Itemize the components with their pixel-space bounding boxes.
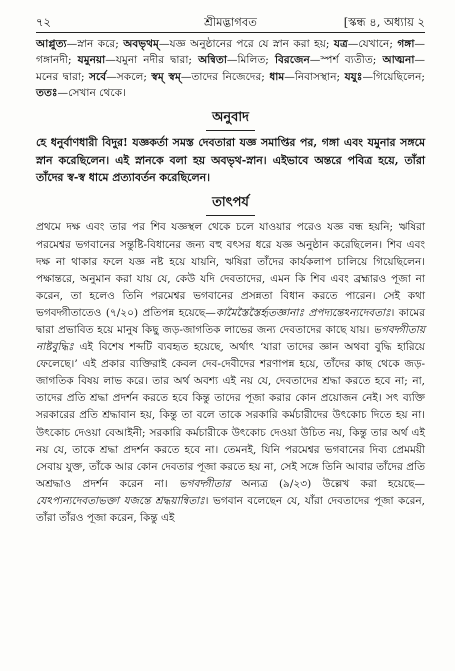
translation-text: হে ধনুর্বাণধারী বিদুর! যজ্ঞকর্তা সমস্ত দেবতারা যজ্ঞ সমাপ্তির পর, গঙ্গা এবং যমুনার সঙ্গমে স্নান করেছিলেন। এই স্নানকে বলা হয় অবভৃথ-স্নান। এইভাবে অন্তরে পবিত্র হয়ে, তাঁরা তাঁদের স্ব-স্ব ধামে প্রত্যাবর্তন করেছিলেন। [36,136,425,184]
purport-heading-text: তাৎপর্য [206,193,255,216]
synonym-word: স্বম্ স্বম্ [151,70,181,83]
synonym-meaning: —গিয়েছিলেন; [362,70,425,83]
running-header [36,10,425,30]
synonyms-paragraph [36,36,425,101]
synonym-word: ততঃ [36,86,58,99]
synonym-word: ধাম [269,70,285,83]
purport-heading [36,193,425,216]
purport-p4: । কামের দ্বারা প্রভাবিত হয়ে মানুষ কিছু জড়-জাগতিক লাভের জন্য দেবতাদের কাছে যায়। [36,306,425,336]
synonym-meaning: —তাদের নিজেদের; [180,70,270,83]
book-title: শ্রীমদ্ভাগবত [204,15,257,29]
synonym-meaning: —মিলিত; [226,54,275,67]
synonym-meaning: —মনের দ্বারা; [36,54,425,83]
purport-gita-ref-1: ভগবদ্গীতায় [373,323,426,336]
translation-heading [36,108,425,131]
synonym-word: যযুঃ [344,70,363,83]
purport-p11: । ভগবান বলেছেন যে, যাঁরা দেবতাদের পূজা করেন, তাঁরা তাঁরও পূজা করেন, কিন্তু এই [36,494,425,524]
synonym-word: বিরজেন [274,54,310,67]
synonym-word: যত্র [333,38,348,50]
purport-p9: অন্যত্র (৯/২৩) উল্লেখ করা হয়েছে— [241,477,425,490]
synonym-word: গঙ্গা [397,38,415,50]
chapter-info: [স্কন্ধ ৪, অধ্যায় ২ [343,15,425,29]
synonym-meaning: —স্নান করে; [66,38,124,50]
synonym-meaning: —গঙ্গানদী; [36,38,425,67]
synonym-meaning: —সকলে; [106,70,152,83]
synonym-word: সর্বে [89,70,107,83]
synonym-meaning: —যমুনা নদীর দ্বারা; [105,54,199,67]
translation-heading-text: অনুবাদ [206,108,255,131]
synonym-word: যমুনয়া [77,54,106,67]
synonym-word: আপ্লুত্য [36,38,67,50]
purport-p7: এই বিশেষ শব্দটি ব্যবহৃত হয়েছে, অর্থাৎ ‘যারা তাদের জ্ঞান অথবা বুদ্ধি হারিয়ে ফেলেছে।’ এই প্রকার ব্যক্তিরাই কেবল দেব-দেবীদের শরণাপন্ন হয়ে, তাঁদের কাছ থেকে জড়-জাগতিক বিষয় লাভ করে। তার অর্থ অবশ্য এই নয় যে, দেবতাদের শ্রদ্ধা করতে হবে না; না, তাদের প্রতি শ্রদ্ধা প্রদর্শন করতে হবে কিন্তু তাদের পূজা করার কোন প্রয়োজন নেই। সৎ ব্যক্তি সরকারের প্রতি শ্রদ্ধাবান হয়, কিন্তু তা বলে তাকে সরকারি কর্মচারীদের উৎকোচ দিতে হয় না। উৎকোচ দেওয়া বেআইনী; সরকারি কর্মচারীকে উৎকোচ দেওয়া উচিত নয়, কিন্তু তার অর্থ এই নয় যে, তাকে শ্রদ্ধা প্রদর্শন করতে হবে না। তেমনই, যিনি পরমেশ্বর ভগবানের দিব্য প্রেমময়ী সেবায় যুক্ত, তাঁকে আর কোন দেবতার পূজা করতে হয় না, সেই সঙ্গে তিনি আবার তাঁদের প্রতি অশ্রদ্ধাও প্রদর্শন করেন না। [36,341,425,490]
synonym-meaning: —নিবাসস্থান; [284,70,345,83]
synonym-meaning: —সেখান থেকে। [57,86,126,99]
synonym-word: আত্মনা [382,54,415,67]
synonym-meaning: —স্পর্শ ব্যতীত; [309,54,383,67]
synonym-meaning: —যেখানে; [347,38,398,50]
purport-p2: ভগবদ্গীতাতেও (৭/২০) প্রতিপন্ন হয়েছে— [36,306,216,319]
synonym-meaning: —যজ্ঞ অনুষ্ঠানের পরে যে স্নান করা হয়; [158,38,334,50]
synonym-word: অন্বিতা [198,54,227,67]
purport-text [36,219,425,527]
purport-gita-ref-2: ভগবদ্গীতার [178,477,231,490]
purport-quote-1: কামৈস্তৈস্তৈর্হৃতজ্ঞানাঃ প্রপদ্যন্তেঽন্যদেবতাঃ [215,306,391,319]
purport-quote-2: যেঽপ্যন্যদেবতাভক্তা যজন্তে শ্রদ্ধয়ান্বিতাঃ [36,494,205,507]
purport-term: নাষ্টবুদ্ধিঃ [36,341,74,354]
page-number: ৭২ [36,15,51,29]
synonym-word: অবভৃথম্ [123,38,159,50]
purport-p1: প্রথমে দক্ষ এবং তার পর শিব যজ্ঞস্থল থেকে চলে যাওয়ার পরেও যজ্ঞ বন্ধ হয়নি; ঋষিরা পরমেশ্বর ভগবানের সন্তুষ্টি-বিধানের জন্য বহু বৎসর ধরে যজ্ঞ অনুষ্ঠান করেছিলেন। শিব এবং দক্ষ না থাকার ফলে যজ্ঞ নষ্ট হয়ে যায়নি, ঋষিরা তাঁদের কার্যকলাপ চালিয়ে গিয়েছিলেন। পক্ষান্তরে, অনুমান করা যায় যে, কেউ যদি দেবতাদের, এমন কি শিব এবং ব্রহ্মারও পূজা না করেন, তা হলেও তিনি পরমেশ্বর ভগবানের প্রসন্নতা বিধান করতে পারেন। সেই কথা [36,221,425,302]
